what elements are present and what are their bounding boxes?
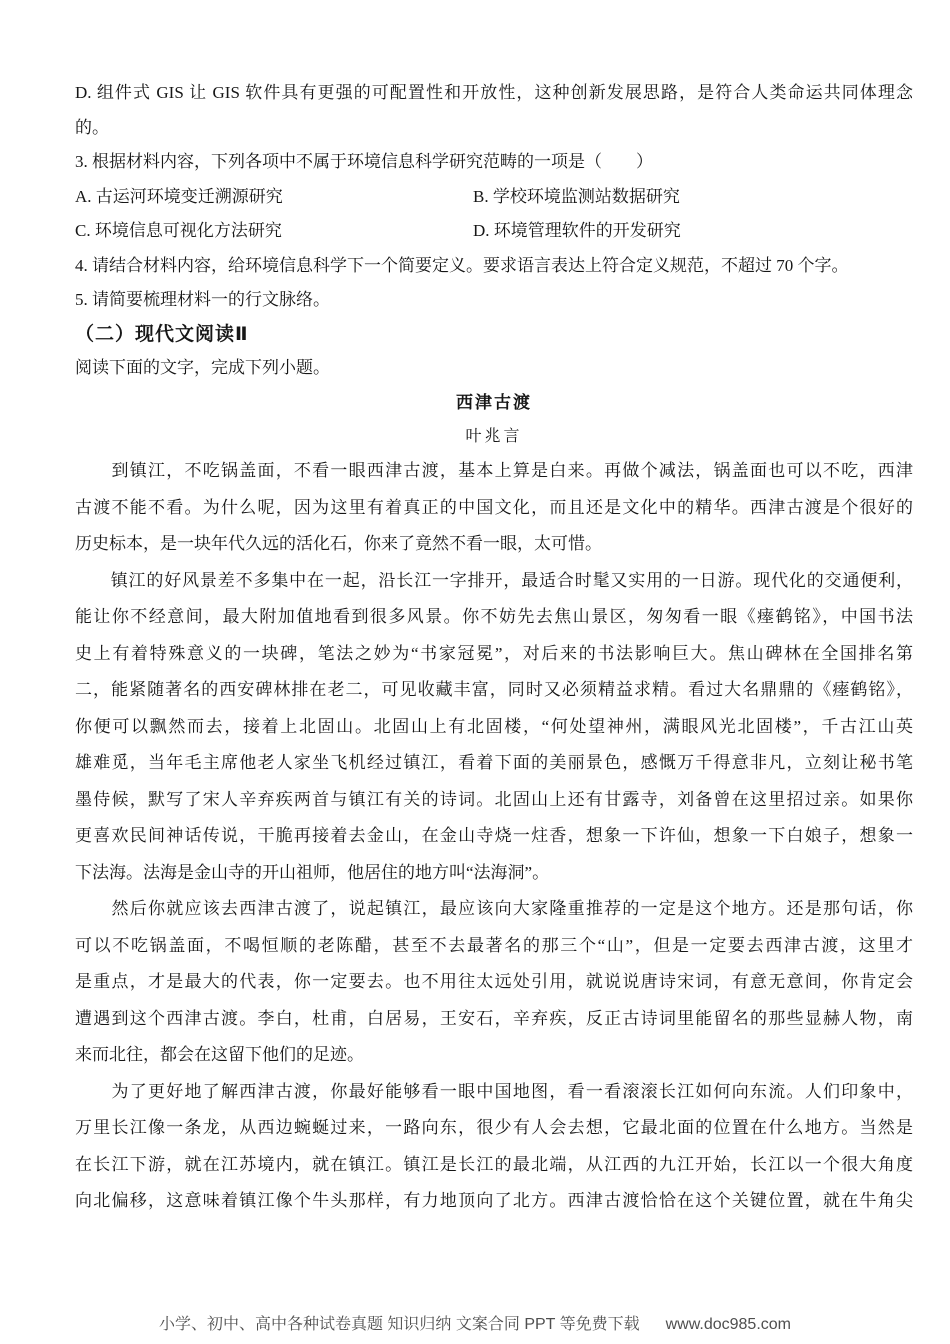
paragraph-line: 更喜欢民间神话传说，干脆再接着去金山，在金山寺烧一炷香，想象一下许仙，想象一下白娘子，想象一 (75, 826, 913, 845)
paragraph-line: 来而北往，都会在这留下他们的足迹。 (75, 1045, 364, 1064)
paragraph-line: 向北偏移，这意味着镇江像个牛头那样，有力地顶向了北方。西津古渡恰恰在这个关键位置，就在牛角尖 (75, 1191, 913, 1210)
paragraph-line: 史上有着特殊意义的一块碑，笔法之妙为“书家冠冕”，对后来的书法影响巨大。焦山碑林在全国排名第 (75, 643, 913, 663)
paragraph-line: 能让你不经意间，最大附加值地看到很多风景。你不妨先去焦山景区，匆匆看一眼《瘗鹤铭》，中国书法 (75, 607, 913, 626)
question-line: 3. 根据材料内容，下列各项中不属于环境信息科学研究范畴的一项是（ ） (75, 152, 653, 171)
paragraph-line: 古渡不能不看。为什么呢，因为这里有着真正的中国文化，而且还是文化中的精华。西津古渡是个很好的 (75, 497, 913, 517)
essay-author: 叶兆言 (465, 428, 523, 445)
option-left: C. 环境信息可视化方法研究 (75, 221, 282, 240)
paragraph-line: 二，能紧随著名的西安碑林排在老二，可见收藏丰富，同时又必须精益求精。看过大名鼎鼎的《瘗鹤铭》， (75, 680, 913, 699)
option-left: A. 古运河环境变迁溯源研究 (75, 186, 283, 206)
options-row (75, 214, 913, 249)
paragraph-line: 遭遇到这个西津古渡。李白，杜甫，白居易，王安石，辛弃疾，反正古诗词里能留名的那些显赫人物，南 (75, 1008, 913, 1028)
question-line: 的。 (75, 117, 109, 137)
paragraph-line: 在长江下游，就在江苏境内，就在镇江。镇江是长江的最北端，从江西的九江开始，长江以一个很大角度 (75, 1154, 913, 1174)
paragraph-line: 可以不吃锅盖面，不喝恒顺的老陈醋，甚至不去最著名的那三个“山”，但是一定要去西津古渡，这里才 (75, 935, 913, 955)
paragraph-line: 然后你就应该去西津古渡了，说起镇江，最应该向大家隆重推荐的一定是这个地方。还是那句话，你 (75, 899, 913, 918)
paragraph-line: 为了更好地了解西津古渡，你最好能够看一眼中国地图，看一看滚滚长江如何向东流。人们印象中， (75, 1081, 913, 1101)
option-right: D. 环境管理软件的开发研究 (473, 221, 681, 240)
document-body (75, 76, 913, 1220)
paragraph-line: 到镇江，不吃锅盖面，不看一眼西津古渡，基本上算是白来。再做个减法，锅盖面也可以不吃，西津 (75, 461, 913, 480)
footer-text: 小学、初中、高中各种试卷真题 知识归纳 文案合同 PPT 等免费下载 (158, 1316, 640, 1333)
options-row (75, 180, 913, 215)
page-footer (0, 1314, 950, 1336)
paragraph-line: 镇江的好风景差不多集中在一起，沿长江一字排开，最适合时髦又实用的一日游。现代化的交通便利， (75, 570, 913, 590)
question-line: 4. 请结合材料内容，给环境信息科学下一个简要定义。要求语言表达上符合定义规范，不超过 70 个字。 (75, 255, 849, 275)
section-heading: （二）现代文阅读Ⅱ (75, 323, 249, 345)
paragraph-line: 你便可以飘然而去，接着上北固山。北固山上有北固楼，“何处望神州，满眼风光北固楼”，千古江山英 (75, 716, 913, 736)
footer-url: www.doc985.com (665, 1316, 791, 1333)
paragraph-line: 下法海。法海是金山寺的开山祖师，他居住的地方叫“法海洞”。 (75, 862, 550, 882)
essay-title: 西津古渡 (456, 393, 532, 412)
option-right: B. 学校环境监测站数据研究 (473, 186, 680, 206)
paragraph-line: 墨侍候，默写了宋人辛弃疾两首与镇江有关的诗词。北固山上还有甘露寺，刘备曾在这里招过亲。如果你 (75, 789, 913, 809)
paragraph-line: 万里长江像一条龙，从西边蜿蜒过来，一路向东，很少有人会去想，它最北面的位置在什么地方。当然是 (75, 1118, 913, 1137)
question-line: 阅读下面的文字，完成下列小题。 (75, 357, 330, 377)
paragraph-line: 雄难觅，当年毛主席他老人家坐飞机经过镇江，看着下面的美丽景色，感慨万千得意非凡，立刻让秘书笔 (75, 753, 913, 772)
paragraph-line: 是重点，才是最大的代表，你一定要去。也不用往太远处引用，就说说唐诗宋词，有意无意间，你肯定会 (75, 972, 913, 991)
paragraph-line: 历史标本，是一块年代久远的活化石，你来了竟然不看一眼，太可惜。 (75, 534, 602, 553)
question-line: D. 组件式 GIS 让 GIS 软件具有更强的可配置性和开放性，这种创新发展思路，是符合人类命运共同体理念 (75, 83, 913, 102)
question-line: 5. 请简要梳理材料一的行文脉络。 (75, 290, 330, 309)
